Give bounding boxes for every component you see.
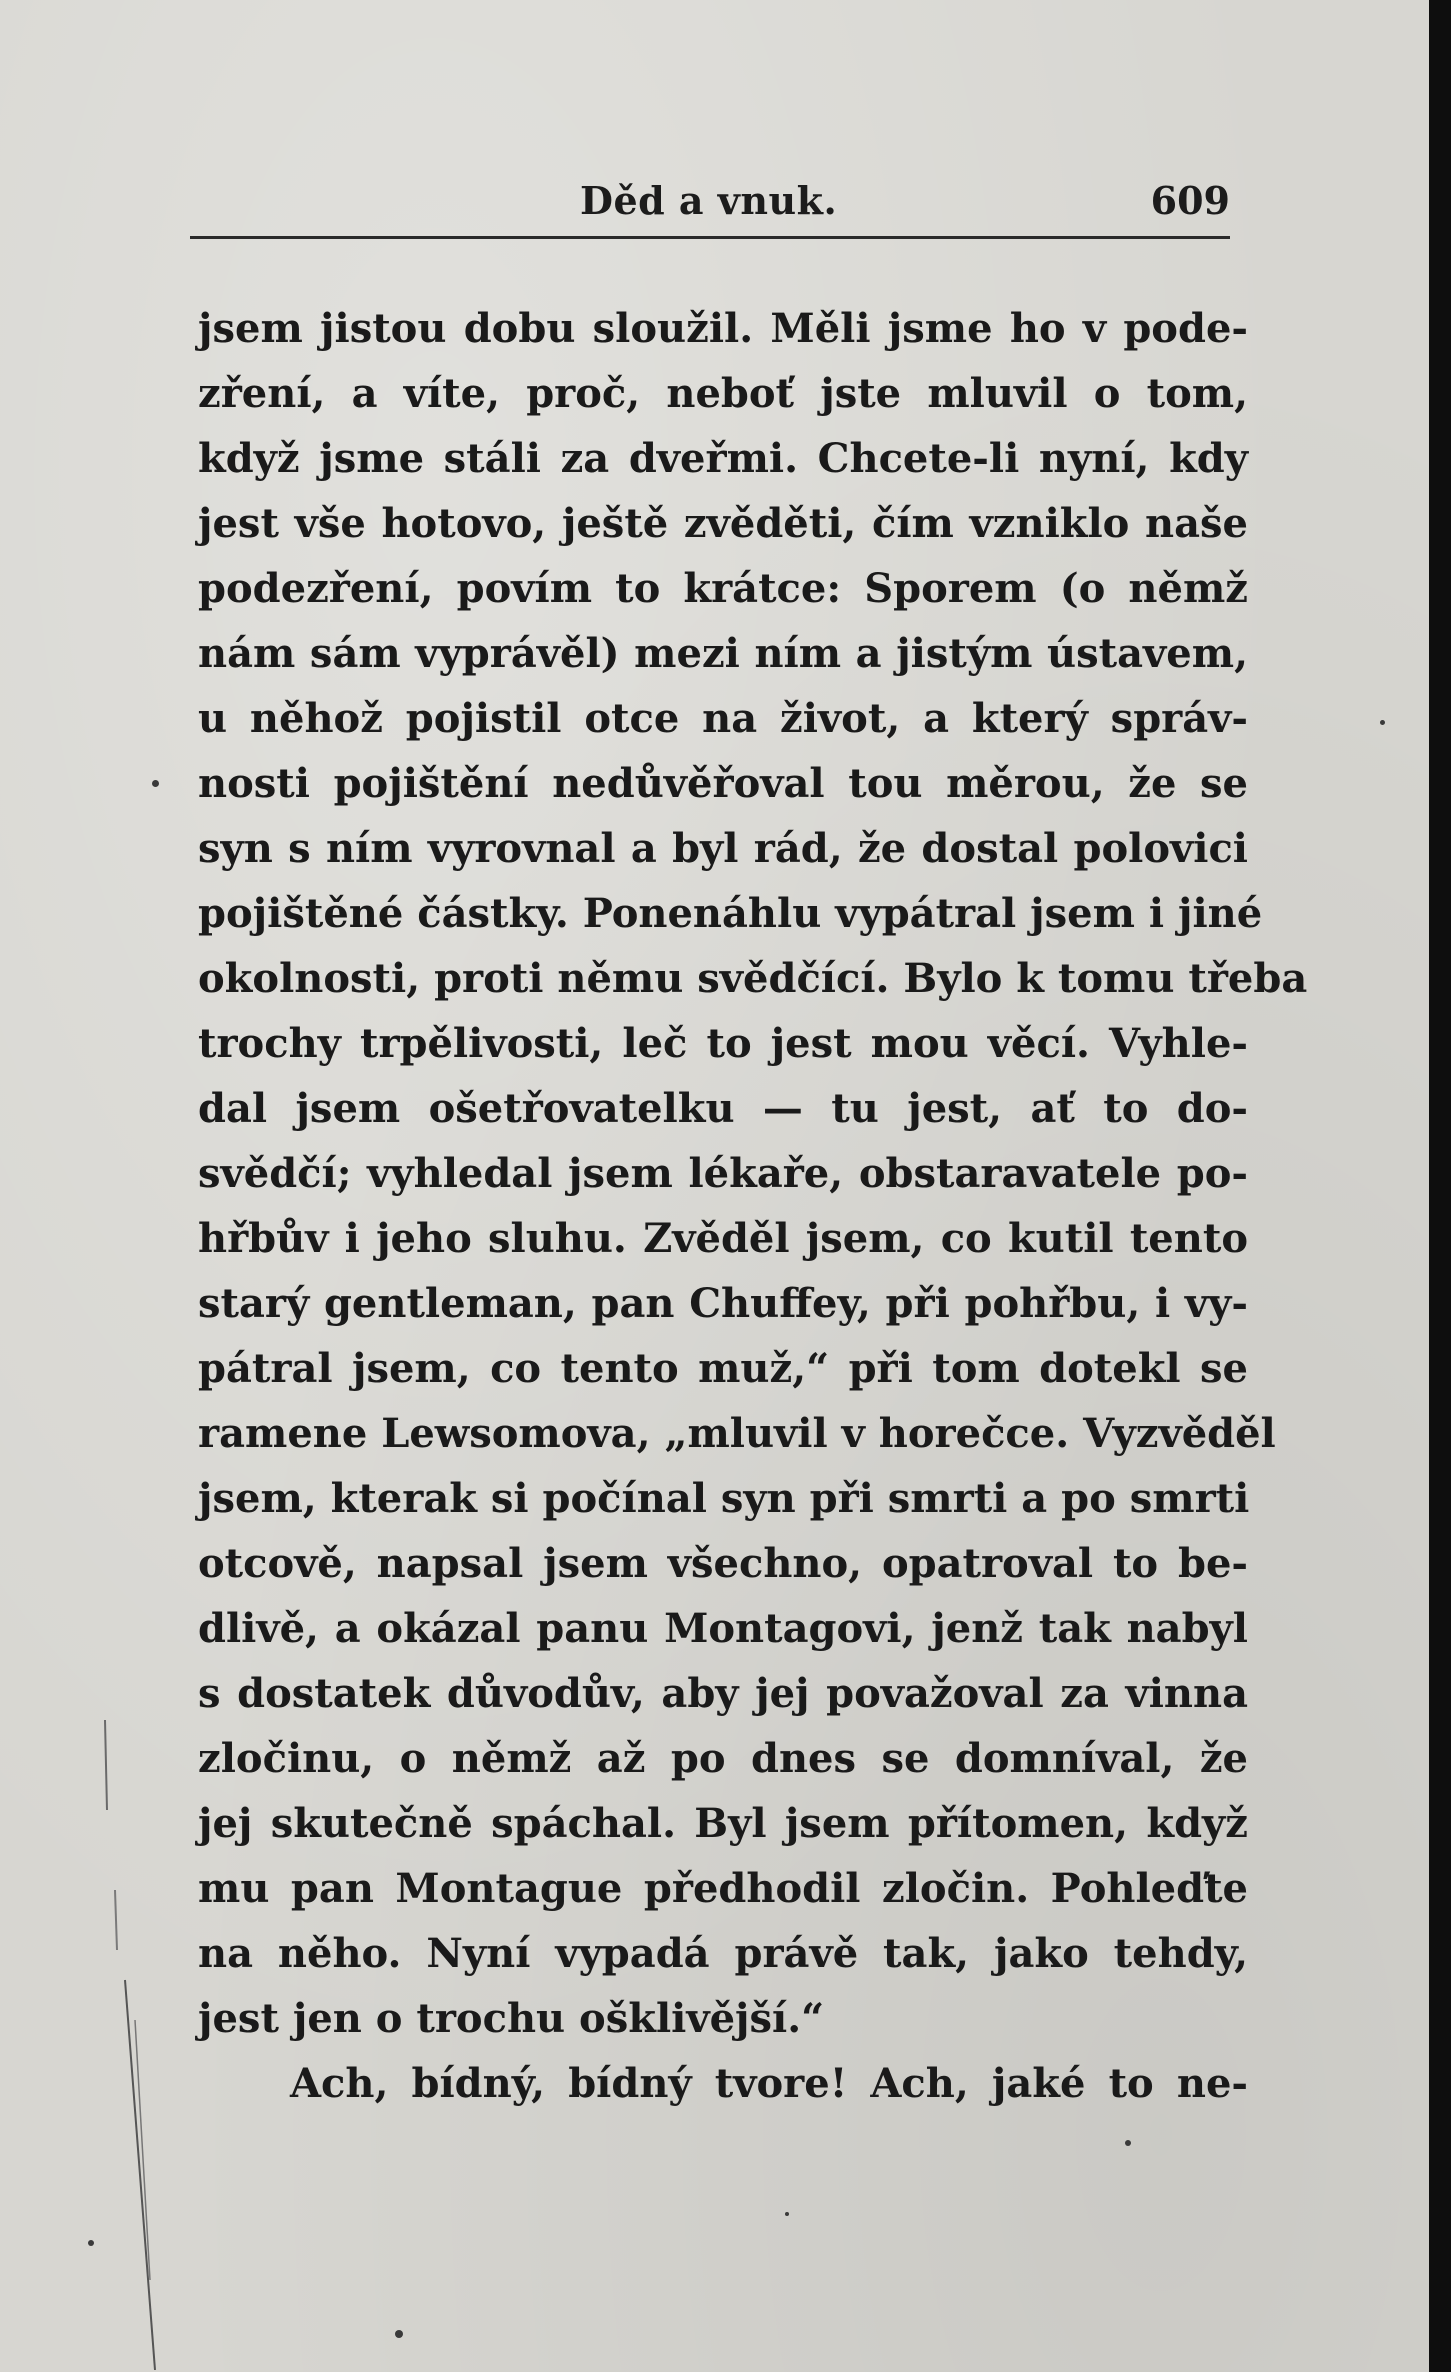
text-line: okolnosti, proti němu svědčící. Bylo k tomu třeba bbox=[198, 955, 1308, 1002]
scan-speck bbox=[88, 2240, 94, 2246]
text-line: nosti pojištění nedůvěřoval tou měrou, že se bbox=[198, 760, 1248, 807]
page-number: 609 bbox=[1150, 178, 1230, 223]
body-text bbox=[198, 296, 1308, 2116]
text-line: pátral jsem, co tento muž,“ při tom dotekl se bbox=[198, 1345, 1248, 1392]
text-line: když jsme stáli za dveřmi. Chcete-li nyní, kdy bbox=[198, 435, 1248, 482]
text-line: starý gentleman, pan Chuffey, při pohřbu, i vy- bbox=[198, 1280, 1248, 1327]
text-line: hřbův i jeho sluhu. Zvěděl jsem, co kutil tento bbox=[198, 1215, 1248, 1262]
header-rule bbox=[190, 236, 1230, 239]
scan-border bbox=[1429, 0, 1451, 2372]
text-line: jsem, kterak si počínal syn při smrti a po smrti bbox=[198, 1475, 1250, 1522]
text-line: jest vše hotovo, ještě zvěděti, čím vzniklo naše bbox=[198, 500, 1248, 547]
text-line: pojištěné částky. Ponenáhlu vypátral jsem i jiné bbox=[198, 890, 1263, 937]
text-line: ramene Lewsomova, „mluvil v horečce. Vyzvěděl bbox=[198, 1410, 1276, 1457]
running-header bbox=[190, 170, 1230, 230]
text-line-paragraph-start: Ach, bídný, bídný tvore! Ach, jaké to ne- bbox=[290, 2060, 1248, 2107]
text-line: nám sám vyprávěl) mezi ním a jistým ústavem, bbox=[198, 630, 1248, 677]
text-line: otcově, napsal jsem všechno, opatroval to be- bbox=[198, 1540, 1248, 1587]
scan-speck bbox=[1125, 2140, 1131, 2146]
text-line: zločinu, o němž až po dnes se domníval, že bbox=[198, 1735, 1248, 1782]
scan-speck bbox=[1380, 720, 1385, 725]
text-line: podezření, povím to krátce: Sporem (o němž bbox=[198, 565, 1248, 612]
text-line: dlivě, a okázal panu Montagovi, jenž tak nabyl bbox=[198, 1605, 1248, 1652]
text-line: mu pan Montague předhodil zločin. Pohleďte bbox=[198, 1865, 1248, 1912]
scan-speck bbox=[395, 2330, 403, 2338]
text-line: dal jsem ošetřovatelku — tu jest, ať to do- bbox=[198, 1085, 1248, 1132]
text-line: jej skutečně spáchal. Byl jsem přítomen, když bbox=[198, 1800, 1248, 1847]
scan-speck bbox=[152, 780, 159, 787]
scan-speck bbox=[785, 2212, 789, 2216]
scan-margin-marks bbox=[95, 1720, 185, 2370]
running-title: Děd a vnuk. bbox=[580, 178, 838, 223]
text-line: trochy trpělivosti, leč to jest mou věcí. Vyhle- bbox=[198, 1020, 1248, 1067]
text-line: u něhož pojistil otce na život, a který správ- bbox=[198, 695, 1248, 742]
text-line: svědčí; vyhledal jsem lékaře, obstaravatele po- bbox=[198, 1150, 1248, 1197]
text-line: zření, a víte, proč, neboť jste mluvil o tom, bbox=[198, 370, 1248, 417]
text-line: syn s ním vyrovnal a byl rád, že dostal polovici bbox=[198, 825, 1248, 872]
text-line: s dostatek důvodův, aby jej považoval za vinna bbox=[198, 1670, 1248, 1717]
text-line-paragraph-end: jest jen o trochu ošklivější.“ bbox=[198, 1995, 825, 2042]
text-line: na něho. Nyní vypadá právě tak, jako tehdy, bbox=[198, 1930, 1248, 1977]
text-line: jsem jistou dobu sloužil. Měli jsme ho v pode- bbox=[198, 305, 1248, 352]
